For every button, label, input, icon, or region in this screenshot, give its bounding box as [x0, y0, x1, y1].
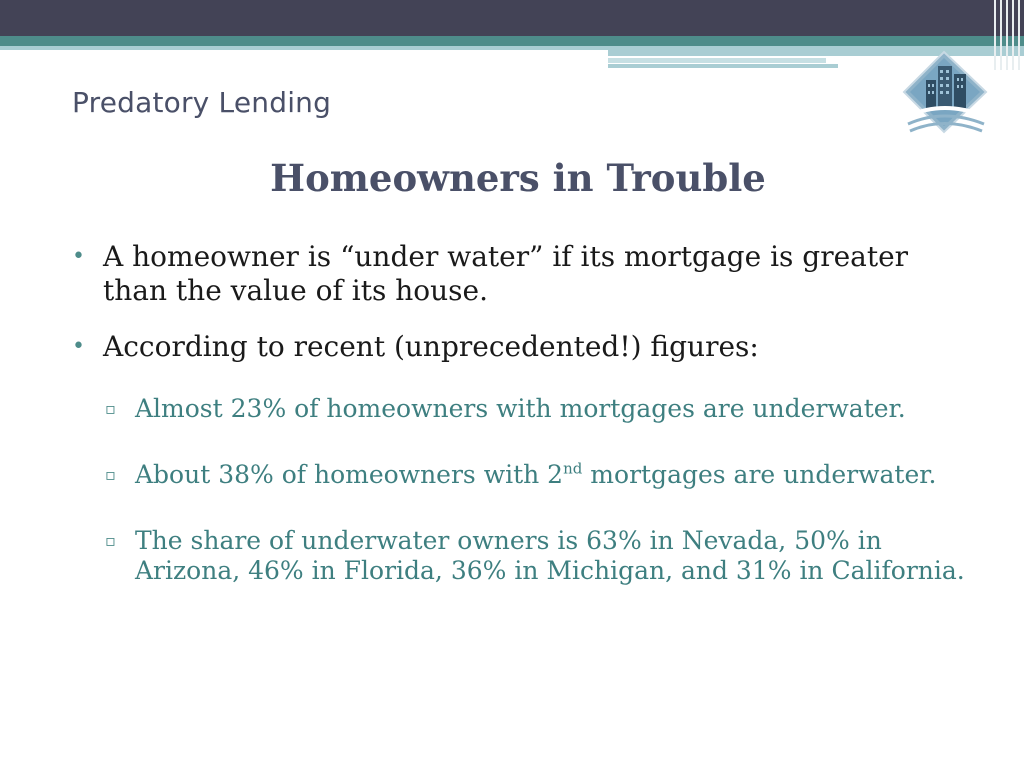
- header-band-thin: [608, 58, 826, 63]
- sub-bullet-text: Almost 23% of homeowners with mortgages are underwater.: [135, 394, 906, 423]
- sub-bullet-marker: ▫: [105, 399, 116, 418]
- header-band-light: [0, 46, 608, 50]
- bullet-item: [72, 240, 972, 308]
- bullet-marker: •: [72, 334, 85, 359]
- ordinal-suffix: nd: [563, 459, 583, 478]
- slide-title: Homeowners in Trouble: [270, 156, 766, 200]
- sub-bullet-marker: ▫: [105, 531, 116, 550]
- sub-bullet-item: [105, 394, 972, 424]
- sub-bullet-text-end: mortgages are underwater.: [582, 460, 937, 489]
- bullet-text: According to recent (unprecedented!) figures:: [103, 330, 759, 363]
- sub-bullet-item: [105, 526, 972, 586]
- building-diamond-logo-icon: [900, 50, 992, 140]
- sub-bullet-text-start: About 38% of homeowners with 2: [135, 460, 564, 489]
- sub-bullet-marker: ▫: [105, 465, 116, 484]
- sub-bullet-item: [105, 460, 972, 490]
- bullet-list: [72, 240, 972, 622]
- bullet-item: [72, 330, 972, 364]
- header-stripes: [990, 0, 1024, 70]
- slide-section-label: Predatory Lending: [72, 86, 332, 119]
- header-band-dark: [0, 0, 1024, 36]
- sub-bullet-text: The share of underwater owners is 63% in Nevada, 50% in Arizona, 46% in Florida, 36% in Michigan, and 31% in California.: [135, 526, 965, 585]
- bullet-marker: •: [72, 244, 85, 269]
- header-band-thin-2: [608, 64, 838, 68]
- bullet-text: A homeowner is “under water” if its mortgage is greater than the value of its house.: [103, 240, 909, 307]
- header-band-teal: [0, 36, 1024, 46]
